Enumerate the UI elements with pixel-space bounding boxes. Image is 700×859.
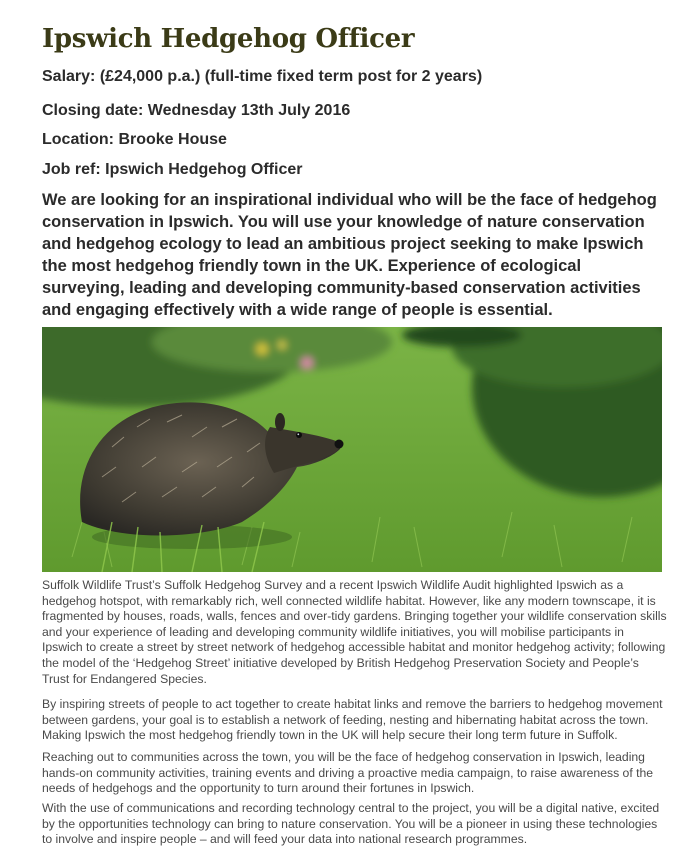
hedgehog-photo [42,327,662,572]
body-paragraph-3: Reaching out to communities across the town, you will be the face of hedgehog conservation in Ipswich, leading hands-on community activities, training events and driving a proactive media campaign, to raise awareness of the needs of hedgehogs and the opportunity to turn around their fortunes in Ipswich. [42,750,654,796]
salary-line: Salary: (£24,000 p.a.) (full-time fixed term post for 2 years) [42,68,483,85]
body-paragraph-1: Suffolk Wildlife Trust’s Suffolk Hedgehog Survey and a recent Ipswich Wildlife Audit highlighted Ipswich as a hedgehog hotspot, with remarkably rich, well connected wildlife habitat. However, like any modern townscape, it is fragmented by houses, roads, walls, fences and over-tidy gardens. Bringing together your wildlife conservation skills and your experience of leading and developing community wildlife initiatives, you will mobilise participants in Ipswich to create a street by street network of hedgehog accessible habitat and monitor hedgehog activity; following the model of the ‘Hedgehog Street’ initiative developed by British Hedgehog Preservation Society and People’s Trust for Endangered Species. [42,578,667,686]
body-paragraph-2: By inspiring streets of people to act together to create habitat links and remove the barriers to hedgehog movement between gardens, your goal is to establish a network of feeding, nesting and hibernating habitat across the town. Making Ipswich the most hedgehog friendly town in the UK will help secure their long term future in Suffolk. [42,697,663,743]
location-line: Location: Brooke House [42,131,227,148]
job-ref-line: Job ref: Ipswich Hedgehog Officer [42,161,303,178]
lead-paragraph: We are looking for an inspirational individual who will be the face of hedgehog conservation in Ipswich. You will use your knowledge of nature conservation and hedgehog ecology to lead an ambitious project seeking to make Ipswich the most hedgehog friendly town in the UK. Experience of ecological surveying, leading and developing community-based conservation activities and engaging effectively with a wide range of people is essential. [42,191,657,319]
closing-date-line: Closing date: Wednesday 13th July 2016 [42,102,351,119]
hedgehog-image [42,327,662,572]
page-title: Ipswich Hedgehog Officer [42,24,415,54]
body-paragraph-4: With the use of communications and recording technology central to the project, you will be a digital native, excited by the opportunities technology can bring to nature conservation. You will be a pioneer in using these technologies to involve and inspire people – and will feed your data into national research programmes. [42,801,660,847]
